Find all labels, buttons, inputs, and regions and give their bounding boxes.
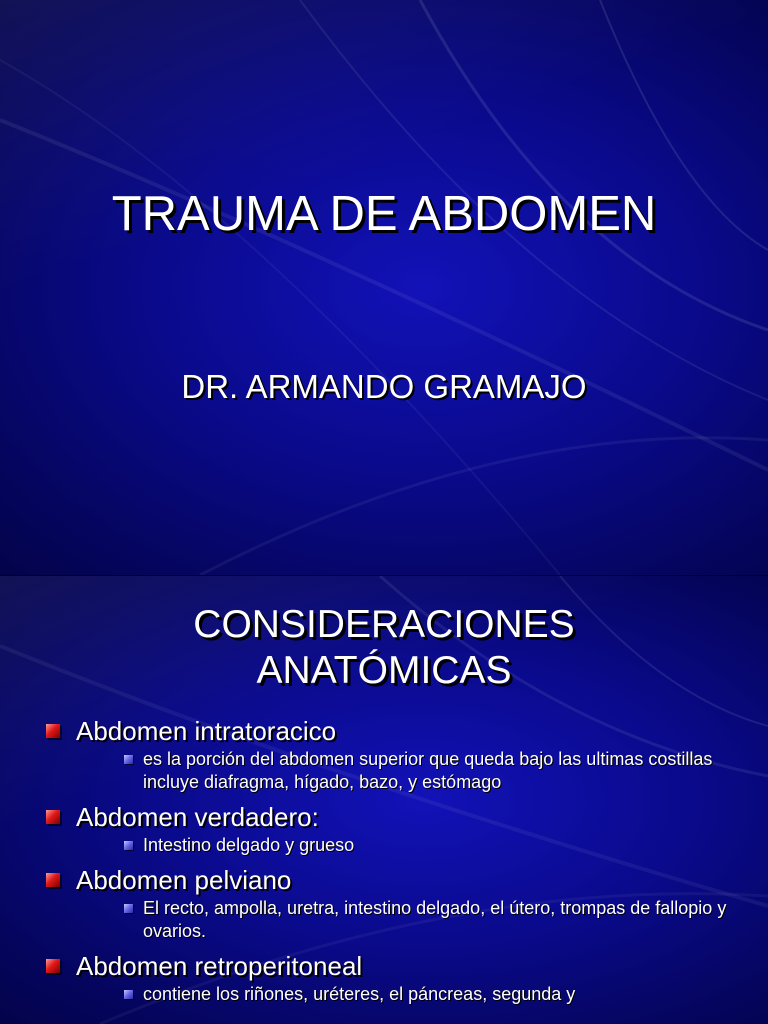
- red-square-bullet-icon: [46, 959, 60, 973]
- blue-square-bullet-icon: [124, 904, 133, 913]
- bullet-heading: Abdomen retroperitoneal: [76, 951, 363, 981]
- bullet-level2: [124, 834, 746, 857]
- bullet-level1: [46, 800, 746, 834]
- red-square-bullet-icon: [46, 873, 60, 887]
- bullet-heading: Abdomen verdadero:: [76, 802, 319, 832]
- bullet-level2: [124, 748, 746, 794]
- blue-square-bullet-icon: [124, 841, 133, 850]
- content-slide: [0, 576, 768, 1024]
- slide-title: TRAUMA DE ABDOMEN: [111, 187, 657, 241]
- bullet-level2: [124, 983, 746, 1006]
- slide-subtitle: DR. ARMANDO GRAMAJO: [181, 368, 587, 405]
- bullet-level1: [46, 863, 746, 897]
- blue-square-bullet-icon: [124, 755, 133, 764]
- bullet-subtext: Intestino delgado y grueso: [143, 835, 355, 855]
- list-item: [46, 863, 746, 943]
- bullet-level1: [46, 949, 746, 983]
- bullet-heading: Abdomen pelviano: [76, 865, 292, 895]
- slide-title: [0, 602, 768, 694]
- bullet-level2: [124, 897, 746, 943]
- slide-title-line: ANATÓMICAS: [256, 649, 512, 692]
- slide-title-line: CONSIDERACIONES: [193, 603, 575, 646]
- blue-square-bullet-icon: [124, 990, 133, 999]
- bullet-level1: [46, 714, 746, 748]
- bullet-subtext: es la porción del abdomen superior que queda bajo las ultimas costillas incluye diafragma, hígado, bazo, y estómago: [143, 749, 713, 792]
- bullet-subtext: El recto, ampolla, uretra, intestino delgado, el útero, trompas de fallopio y ovarios.: [143, 898, 727, 941]
- list-item: [46, 800, 746, 857]
- list-item: [46, 714, 746, 794]
- list-item: [46, 949, 746, 1006]
- bullet-heading: Abdomen intratoracico: [76, 716, 337, 746]
- red-square-bullet-icon: [46, 810, 60, 824]
- bullet-subtext: contiene los riñones, uréteres, el páncreas, segunda y: [143, 984, 576, 1004]
- bullet-list: [46, 714, 746, 1012]
- red-square-bullet-icon: [46, 724, 60, 738]
